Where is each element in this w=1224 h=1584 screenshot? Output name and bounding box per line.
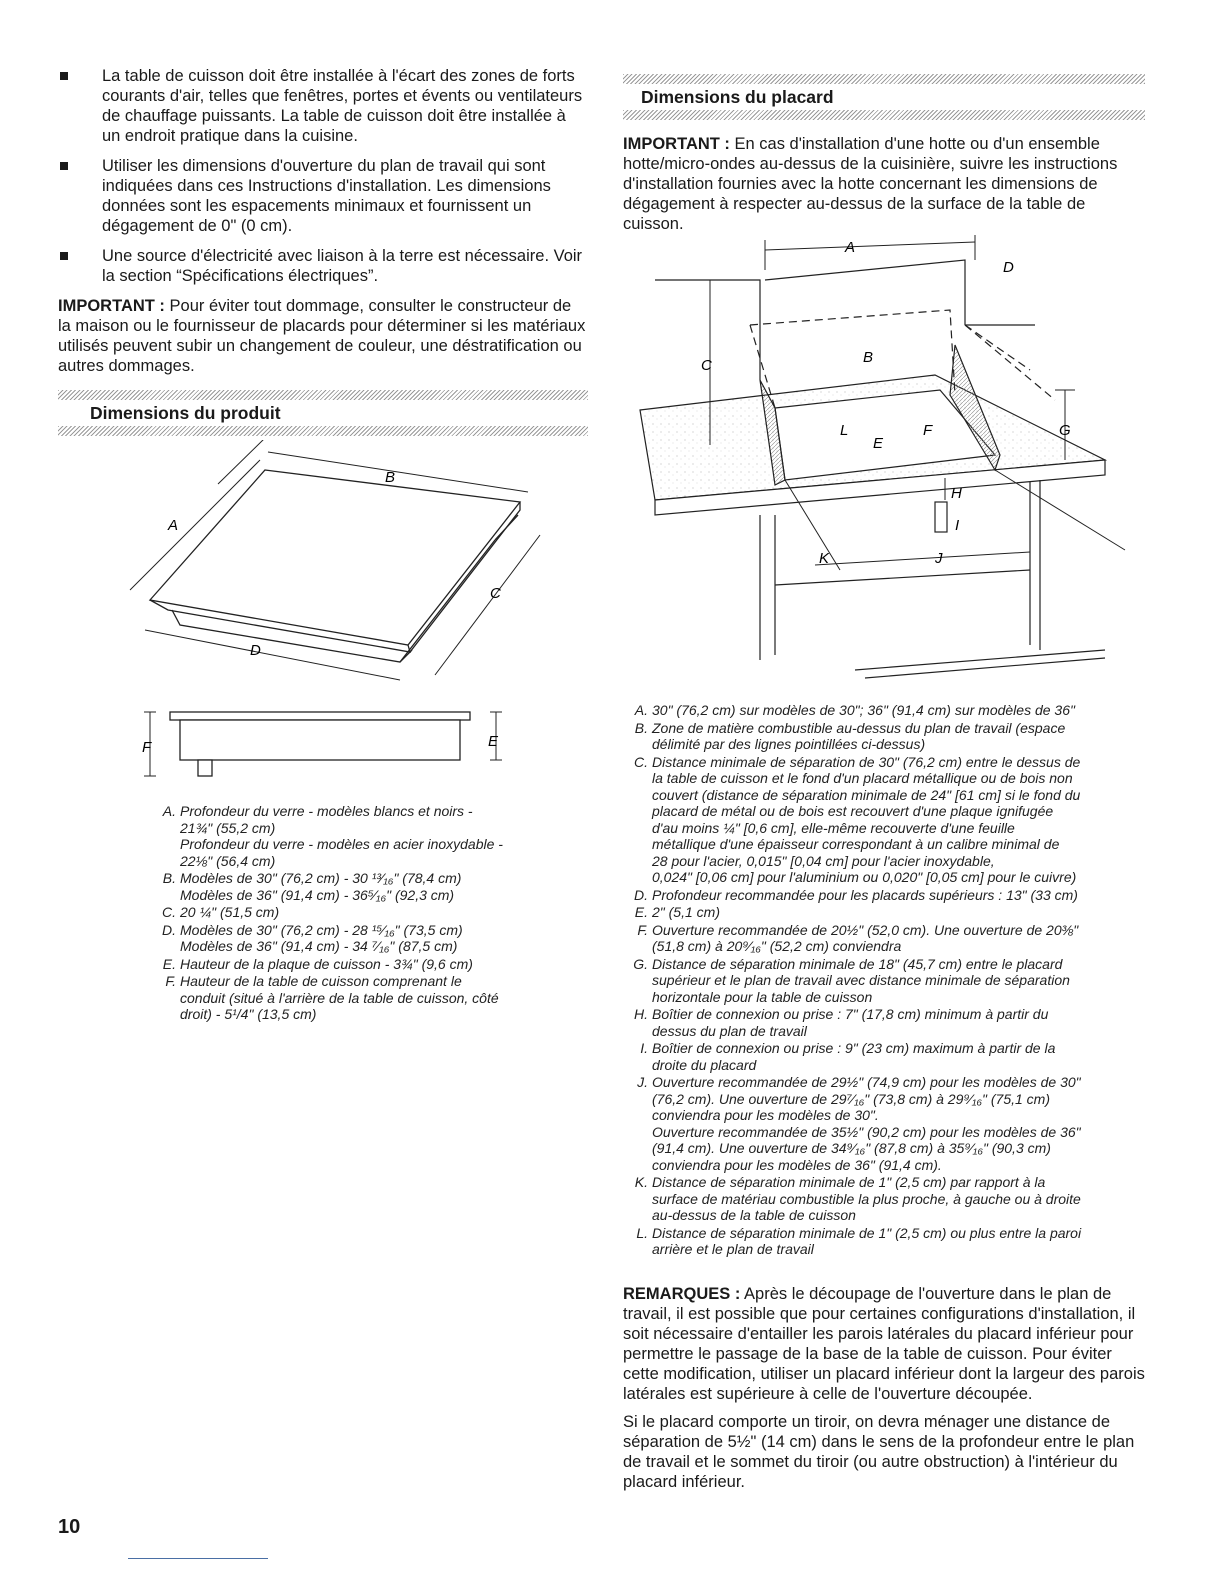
important-note: IMPORTANT : Pour éviter tout dommage, consulter le constructeur de la maison ou le fournisseur de placards pour déterminer si les matériaux utilisés peuvent subir un changement de couleur, une déstratification ou autres dommages. xyxy=(58,297,586,375)
label-h: H xyxy=(951,485,962,502)
label-i: I xyxy=(955,517,960,534)
legend-item: C. 20 ¼" (51,5 cm) xyxy=(162,904,280,920)
legend-item: B. Modèles de 30" (76,2 cm) - 30 ¹³⁄₁₆" (78,4 cm) Modèles de 36" (91,4 cm) - 36⁵⁄₁₆" (92,3 cm) xyxy=(162,870,462,903)
label-c: C xyxy=(701,357,712,374)
label-d: D xyxy=(1003,259,1014,276)
legend-item: D. Modèles de 30" (76,2 cm) - 28 ¹⁵⁄₁₆" (73,5 cm) Modèles de 36" (91,4 cm) - 34 ⁷⁄₁₆" (87,5 cm) xyxy=(162,921,463,954)
product-dimensions-diagram xyxy=(100,440,560,800)
legend-item: K. Distance de séparation minimale de 1" (2,5 cm) par rapport à la surface de matériau combustible la plus proche, à gauche ou à droite au-dessus de la table de cuisson xyxy=(634,1174,1081,1223)
cabinet-dimensions-diagram xyxy=(635,230,1135,695)
legend-item: C. Distance minimale de séparation de 30" (76,2 cm) entre le dessus de la table de cuisson et le fond d'un placard métallique ou de bois non couvert (distance de séparation minimale de 24" [61 cm] si le fond du placard de métal ou de bois est recouvert d'une plaque ignifugée d'au moins ¼" [0,6 cm], elle-même recouverte d'une feuille métallique d'une épaisseur correspondant à un calibre minimal de 28 pour l'acier, 0,015" [0,04 cm] pour l'acier inoxydable, 0,024" [0,06 cm] pour l'aluminium ou 0,020" [0,05 cm] pour le cuivre) xyxy=(634,753,1081,885)
bullet-square-icon xyxy=(60,72,68,80)
remarks-section xyxy=(623,1284,1145,1500)
page-number: 10 xyxy=(58,1516,81,1538)
hatch-divider xyxy=(623,74,1145,84)
label-f: F xyxy=(923,422,933,439)
label-f: F xyxy=(142,739,152,756)
important-note: IMPORTANT : En cas d'installation d'une hotte ou d'un ensemble hotte/micro-ondes au-dessus de la cuisinière, suivre les instructions d'installation fournies avec la hotte concernant les dimensions de dégagement à respecter au-dessus de la surface de la table de cuisson. xyxy=(623,135,1118,233)
list-item: Une source d'électricité avec liaison à la terre est nécessaire. Voir la section “Spécifications électriques”. xyxy=(58,246,588,286)
label-j: J xyxy=(935,550,943,567)
cabinet-dimensions-heading: Dimensions du placard xyxy=(623,74,1145,120)
footer-rule xyxy=(128,1558,268,1559)
junction-box xyxy=(935,502,947,532)
legend-item: E. 2" (5,1 cm) xyxy=(634,904,720,920)
bullet-square-icon xyxy=(60,252,68,260)
legend-item: G. Distance de séparation minimale de 18" (45,7 cm) entre le placard supérieur et le plan de travail avec distance minimale de séparation horizontale pour la table de cuisson xyxy=(633,955,1070,1005)
product-dimensions-legend xyxy=(160,803,550,1024)
legend-item: E. Hauteur de la plaque de cuisson - 3¾" (9,6 cm) xyxy=(162,955,473,972)
label-e: E xyxy=(488,733,499,750)
legend-item: D. Profondeur recommandée pour les placards supérieurs : 13" (33 cm) xyxy=(634,886,1078,903)
list-item: Utiliser les dimensions d'ouverture du plan de travail qui sont indiquées dans ces Instructions d'installation. Les dimensions données sont les espacements minimaux et fournissent un dégagement de 0" (0 cm). xyxy=(58,156,588,236)
label-g: G xyxy=(1059,422,1071,439)
legend-item: A. Profondeur du verre - modèles blancs et noirs - 21¾" (55,2 cm) Profondeur du verre - modèles en acier inoxydable - 22⅛" (56,4 cm) xyxy=(162,803,503,869)
legend-item: I. Boîtier de connexion ou prise : 9" (23 cm) maximum à partir de la droite du placard xyxy=(640,1040,1056,1073)
legend-item: H. Boîtier de connexion ou prise : 7" (17,8 cm) minimum à partir du dessus du plan de travail xyxy=(634,1006,1049,1039)
legend-item: F. Ouverture recommandée de 20½" (52,0 cm). Une ouverture de 20⅜" (51,8 cm) à 20⁹⁄₁₆" (52,2 cm) conviendra xyxy=(637,921,1079,954)
cabinet-dimensions-legend xyxy=(632,702,1142,1259)
label-a: A xyxy=(168,517,179,534)
requirements-list xyxy=(58,66,588,286)
label-l: L xyxy=(840,422,849,439)
legend-item: F. Hauteur de la table de cuisson comprenant le conduit (situé à l'arrière de la table de cuisson, côté droit) - 5¹/4" (13,5 cm) xyxy=(165,973,499,1022)
hatch-divider xyxy=(58,390,588,400)
legend-item: L. Distance de séparation minimale de 1" (2,5 cm) ou plus entre la paroi arrière et le plan de travail xyxy=(636,1224,1082,1257)
side-view-glass xyxy=(170,712,470,720)
label-c: C xyxy=(490,585,501,602)
label-e: E xyxy=(873,435,884,452)
product-dimensions-heading: Dimensions du produit xyxy=(58,390,588,436)
legend-item: J. Ouverture recommandée de 29½" (74,9 cm) pour les modèles de 30" (76,2 cm). Une ouverture de 29⁷⁄₁₆" (73,8 cm) à 29⁹⁄₁₆" (75,1 cm) conviendra pour les modèles de 30". Ouverture recommandée de 35½" (90,2 cm) pour les modèles de 36" (91,4 cm). Une ouverture de 34⁹⁄₁₆" (87,8 cm) à 35⁹⁄₁₆" (90,3 cm) conviendra pour les modèles de 36" (91,4 cm). xyxy=(637,1074,1081,1173)
label-b: B xyxy=(863,349,874,366)
right-column xyxy=(623,66,1145,234)
label-d: D xyxy=(250,642,261,659)
list-item: La table de cuisson doit être installée à l'écart des zones de forts courants d'air, telles que fenêtres, portes et évents ou ventilateurs de chauffage puissants. La table de cuisson doit être installée à un endroit pratique dans la cuisine. xyxy=(58,66,588,146)
cooktop-glass xyxy=(150,470,520,645)
legend-item: B. Zone de matière combustible au-dessus du plan de travail (espace délimité par des lignes pointillées ci-dessus) xyxy=(634,719,1066,752)
label-a: A xyxy=(845,239,856,256)
legend-item: A. 30" (76,2 cm) sur modèles de 30"; 36" (91,4 cm) sur modèles de 36" xyxy=(634,702,1075,718)
label-b: B xyxy=(385,469,396,486)
hatch-divider xyxy=(58,426,588,436)
bullet-square-icon xyxy=(60,162,68,170)
hatch-divider xyxy=(623,110,1145,120)
remarks-note: REMARQUES : Après le découpage de l'ouverture dans le plan de travail, il est possible que pour certaines configurations d'installation, il soit nécessaire d'entailler les parois latérales du placard inférieur pour permettre le passage de la base de la table de cuisson. Pour éviter cette modification, utiliser un placard inférieur dont la largeur des parois latérales est supérieure à celle de l'ouverture découpée. xyxy=(623,1285,1145,1403)
left-column xyxy=(58,66,588,454)
label-k: K xyxy=(819,550,830,567)
drawer-note: Si le placard comporte un tiroir, on devra ménager une distance de séparation de 5½" (14 cm) dans le sens de la profondeur entre le plan de travail et le sommet du tiroir (ou autre obstruction) à l'intérieur du placard inférieur. xyxy=(623,1413,1135,1491)
